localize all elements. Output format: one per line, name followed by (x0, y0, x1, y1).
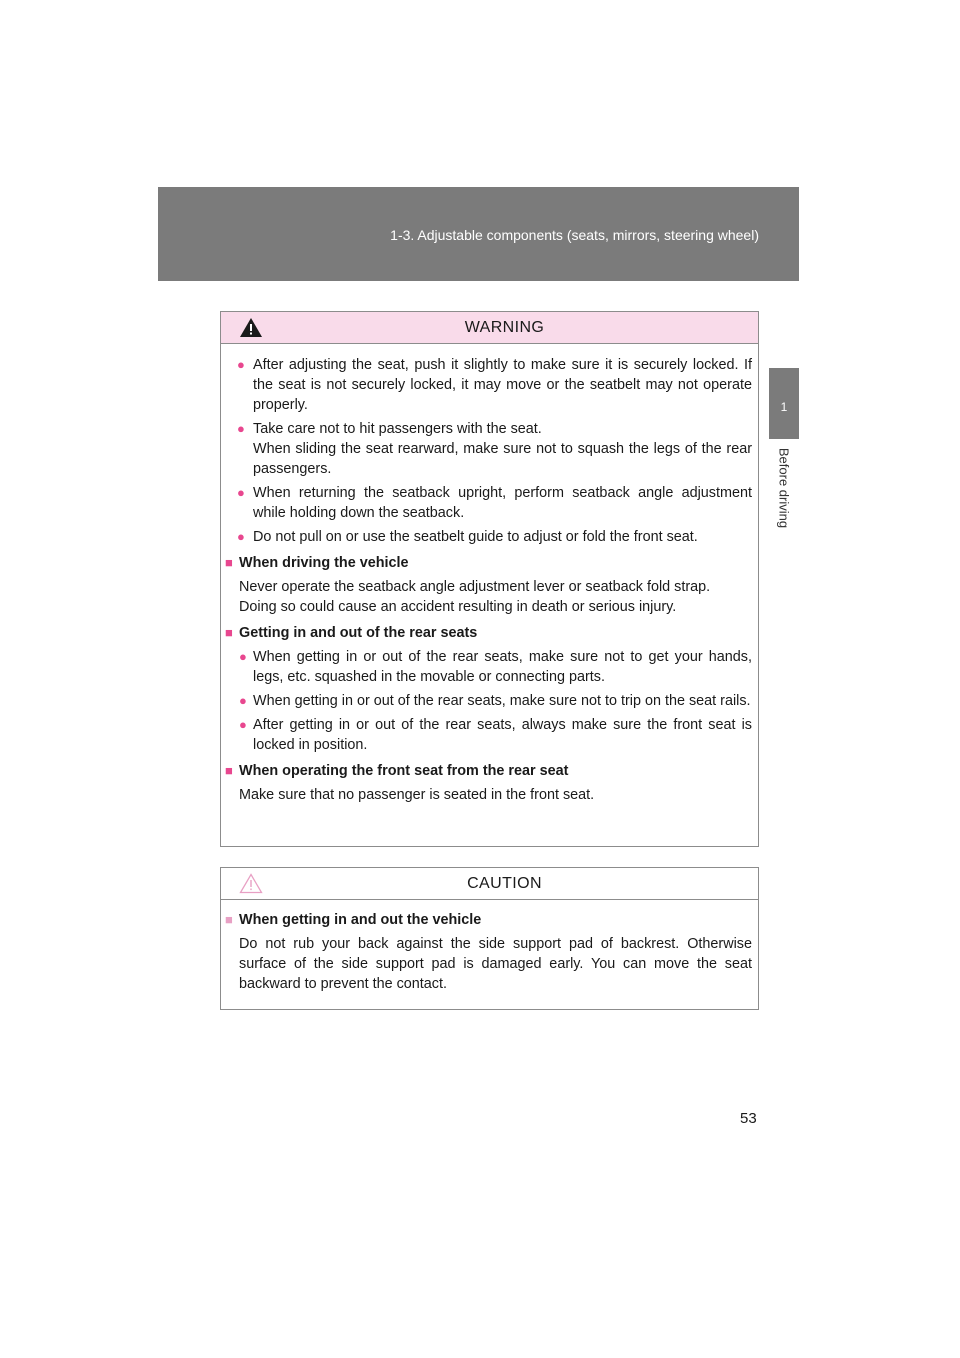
warning-bullet: ● After getting in or out of the rear seats, always make sure the front seat is locked in position. (239, 717, 752, 753)
bullet-dot-icon: ● (239, 693, 247, 708)
caution-body (221, 900, 758, 994)
bullet-dot-icon: ● (239, 649, 247, 664)
warning-header (221, 312, 758, 344)
section-text: Make sure that no passenger is seated in the front seat. (239, 787, 595, 803)
caution-box (220, 867, 759, 1010)
bullet-dot-icon: ● (237, 529, 245, 544)
caution-triangle-icon (239, 873, 263, 894)
section-square-icon: ■ (225, 625, 233, 640)
section-square-icon: ■ (225, 912, 233, 927)
chapter-label: Before driving (776, 447, 792, 529)
section-square-icon: ■ (225, 763, 233, 778)
warning-bullet: ● After adjusting the seat, push it slightly to make sure it is securely locked. If the seat is not securely locked, it may move or the seatbelt may not operate properly. (237, 357, 752, 413)
section-heading: ■ When getting in and out the vehicle (225, 912, 482, 928)
warning-bullet: ● When getting in or out of the rear seats, make sure not to trip on the seat rails. (239, 693, 751, 709)
chapter-tab (769, 368, 799, 439)
bullet-dot-icon: ● (239, 717, 247, 732)
section-square-icon: ■ (225, 555, 233, 570)
section-heading: ■ When driving the vehicle (225, 555, 409, 571)
section-heading: ■ When operating the front seat from the rear seat (225, 763, 569, 779)
section-text: Never operate the seatback angle adjustment lever or seatback fold strap. Doing so could cause an accident resulting in death or serious injury. (239, 579, 711, 615)
warning-bullet: ● When getting in or out of the rear seats, make sure not to get your hands, legs, etc. squashed in the movable or connecting parts. (239, 649, 752, 685)
chapter-title: 1-3. Adjustable components (seats, mirrors, steering wheel) (390, 227, 759, 243)
bullet-dot-icon: ● (237, 421, 245, 436)
caution-header (221, 868, 758, 900)
caution-title: CAUTION (467, 874, 542, 892)
warning-bullet: ● Take care not to hit passengers with the seat. When sliding the seat rearward, make sure not to squash the legs of the rear passengers. (237, 421, 752, 477)
section-heading: ■ Getting in and out of the rear seats (225, 625, 478, 641)
warning-box (220, 311, 759, 847)
warning-bullet: ● Do not pull on or use the seatbelt guide to adjust or fold the front seat. (237, 529, 698, 545)
warning-triangle-icon (239, 317, 263, 338)
warning-body (221, 344, 758, 805)
warning-title: WARNING (464, 318, 545, 336)
warning-bullet: ● When returning the seatback upright, perform seatback angle adjustment while holding down the seatback. (237, 485, 752, 521)
chapter-number: 1 (780, 400, 788, 414)
section-text: Do not rub your back against the side support pad of backrest. Otherwise surface of the side support pad is damaged early. You can move the seat backward to prevent the contact. (239, 936, 752, 992)
bullet-dot-icon: ● (237, 485, 245, 500)
section-bullets (225, 647, 752, 755)
page-number: 53 (740, 1110, 757, 1127)
bullet-dot-icon: ● (237, 357, 245, 372)
header-band (158, 187, 799, 281)
